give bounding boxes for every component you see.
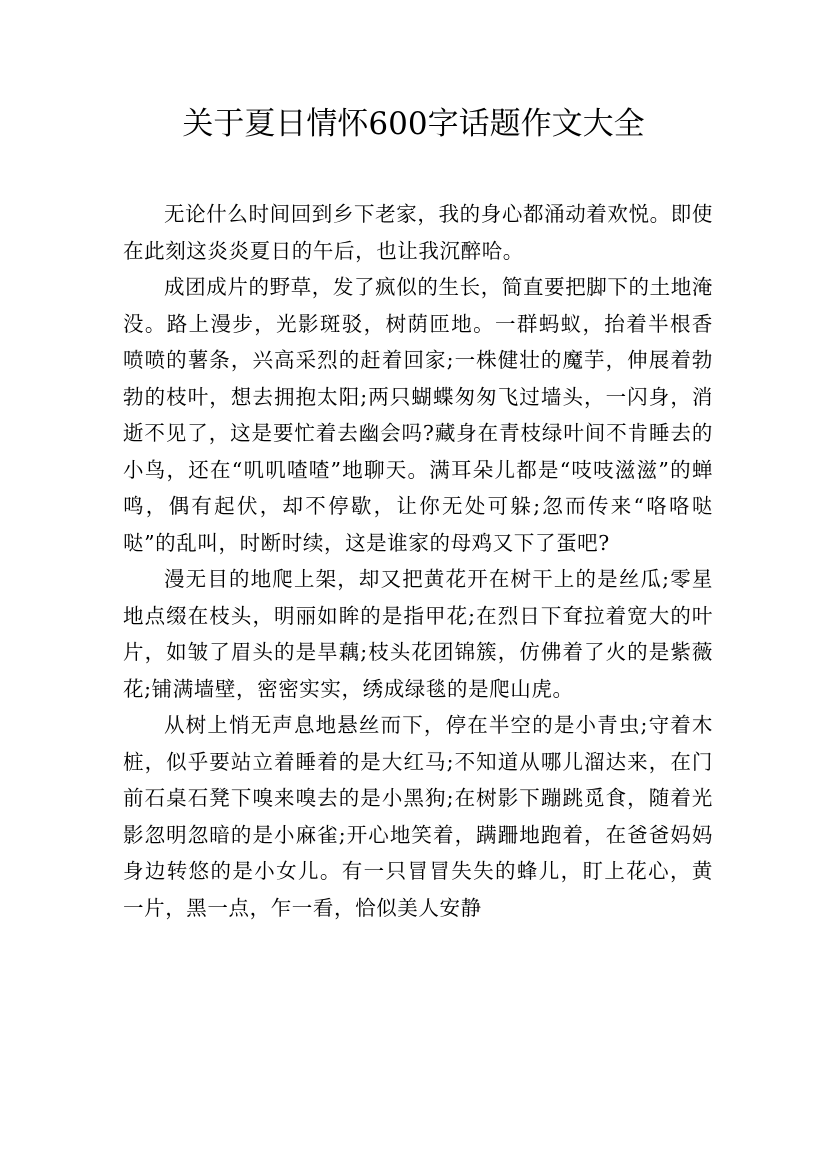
document-body — [123, 196, 713, 926]
paragraph-1: 无论什么时间回到乡下老家，我的身心都涌动着欢悦。即使在此刻这炎炎夏日的午后，也让我沉醉哈。 — [123, 202, 713, 263]
paragraph-4: 从树上悄无声息地悬丝而下，停在半空的是小青虫;守着木桩，似乎要站立着睡着的是大红马;不知道从哪儿溜达来，在门前石桌石凳下嗅来嗅去的是小黑狗;在树影下蹦跳觅食，随着光影忽明忽暗的是小麻雀;开心地笑着，蹒跚地跑着，在爸爸妈妈身边转悠的是小女儿。有一只冒冒失失的蜂儿，盯上花心，黄一片，黑一点，乍一看，恰似美人安静 — [123, 713, 713, 920]
document-title: 关于夏日情怀600字话题作文大全 — [182, 106, 645, 142]
paragraph-2: 成团成片的野草，发了疯似的生长，简直要把脚下的土地淹没。路上漫步，光影斑驳，树荫匝地。一群蚂蚁，抬着半根香喷喷的薯条，兴高采烈的赶着回家;一株健壮的魔芋，伸展着勃勃的枝叶，想去拥抱太阳;两只蝴蝶匆匆飞过墙头，一闪身，消逝不见了，这是要忙着去幽会吗?藏身在青枝绿叶间不肯睡去的小鸟，还在“叽叽喳喳”地聊天。满耳朵儿都是“吱吱滋滋”的蝉鸣，偶有起伏，却不停歇，让你无处可躲;忽而传来“咯咯哒哒”的乱叫，时断时续，这是谁家的母鸡又下了蛋吧? — [123, 275, 713, 555]
paragraph-3: 漫无目的地爬上架，却又把黄花开在树干上的是丝瓜;零星地点缀在枝头，明丽如眸的是指甲花;在烈日下耷拉着宽大的叶片，如皱了眉头的是旱藕;枝头花团锦簇，仿佛着了火的是紫薇花;铺满墙壁，密密实实，绣成绿毯的是爬山虎。 — [123, 567, 713, 701]
